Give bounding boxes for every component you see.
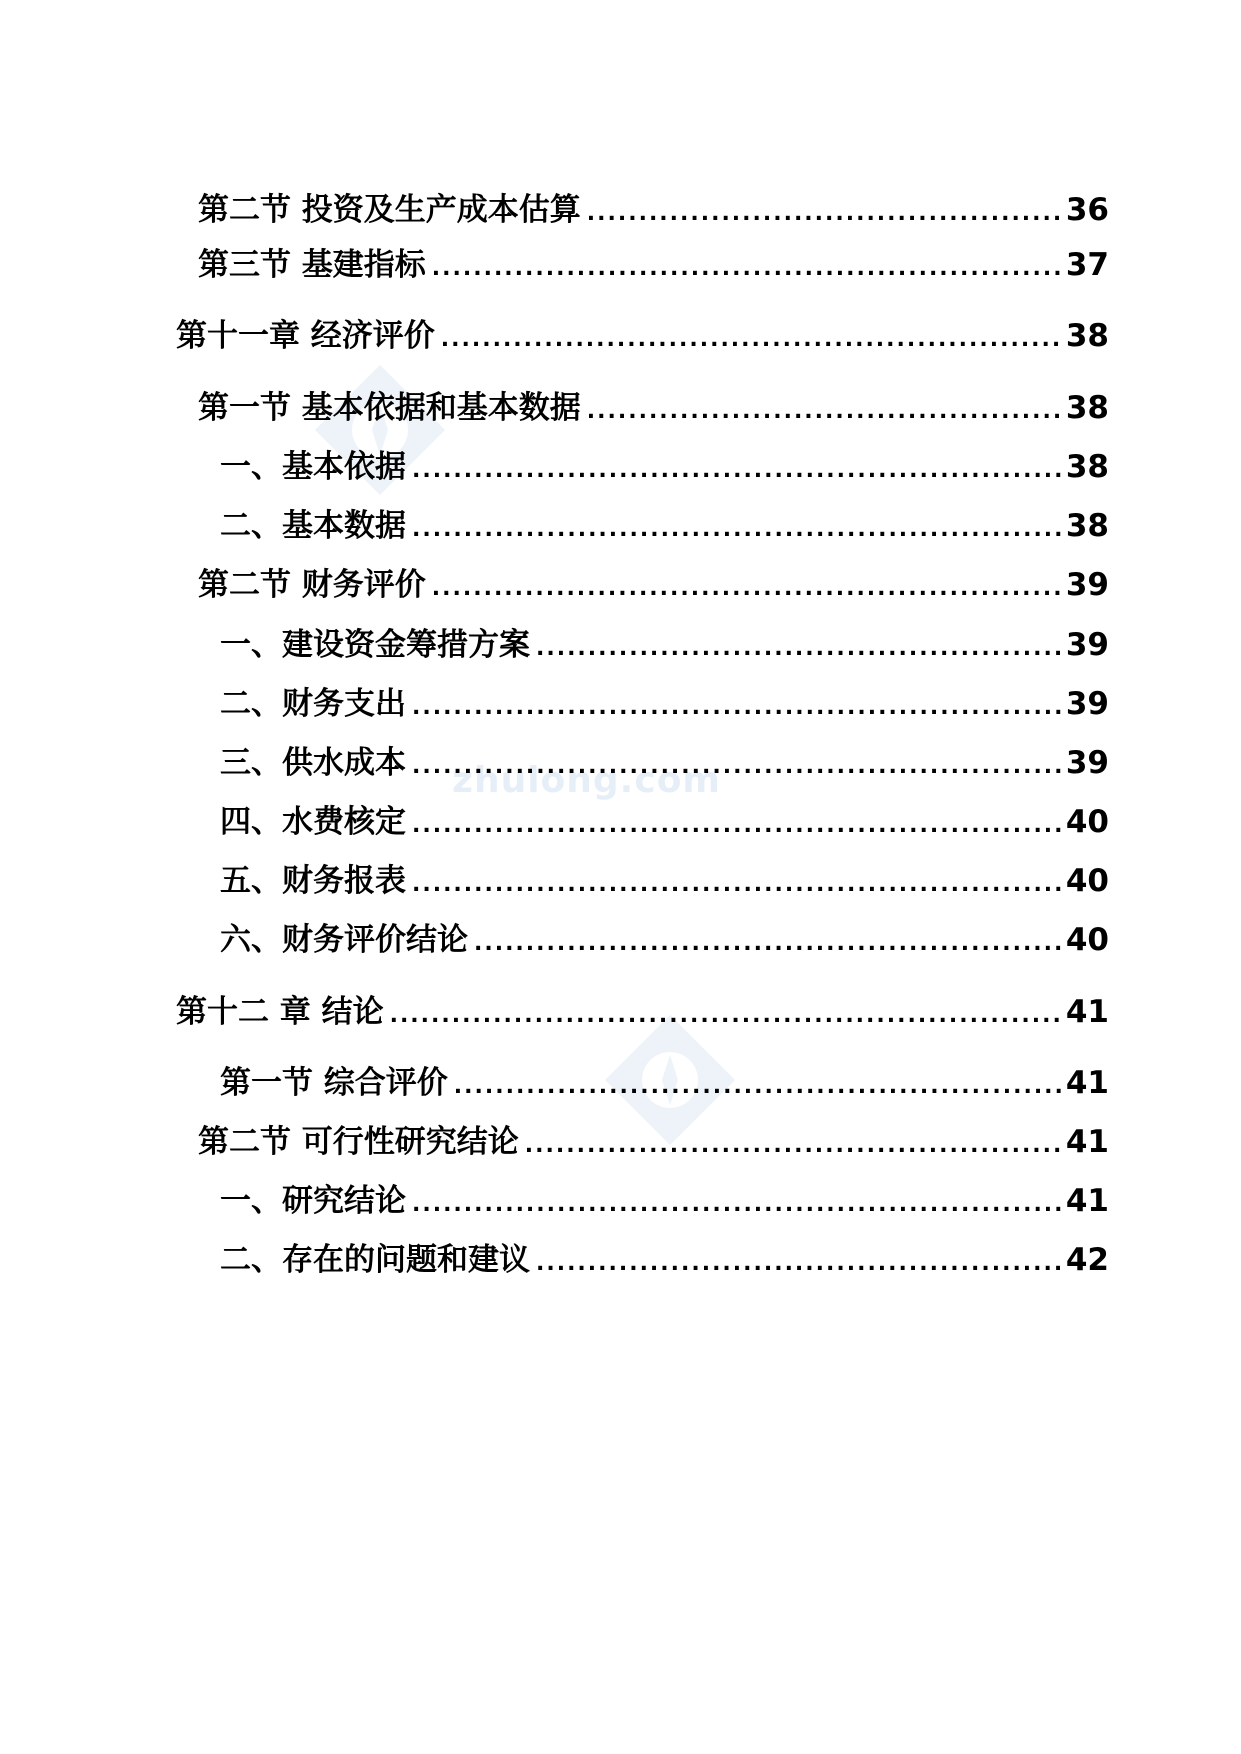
- toc-leader: [412, 451, 1064, 491]
- toc-page-number: 40: [1065, 863, 1109, 899]
- toc-entry-label: 第三节 基建指标: [198, 247, 426, 283]
- toc-page-number: 41: [1065, 1124, 1109, 1160]
- toc-entry-label: 二、存在的问题和建议: [220, 1242, 530, 1278]
- toc-leader: [525, 1126, 1064, 1166]
- toc-entry-label: 第二节 财务评价: [198, 567, 426, 603]
- toc-entry-label: 第二节 投资及生产成本估算: [198, 192, 581, 228]
- toc-page-number: 39: [1065, 745, 1109, 781]
- toc-entry-label: 第二节 可行性研究结论: [198, 1124, 519, 1160]
- toc-page-number: 41: [1065, 1065, 1109, 1101]
- toc-leader: [412, 865, 1064, 905]
- toc-page-number: 38: [1065, 449, 1109, 485]
- toc-entry[interactable]: [220, 1181, 1109, 1225]
- toc-entry-label: 二、基本数据: [220, 508, 406, 544]
- toc-entry[interactable]: [198, 1122, 1109, 1166]
- toc-entry[interactable]: [220, 1063, 1109, 1107]
- watermark-text: zhulong.com: [452, 760, 721, 801]
- toc-entry[interactable]: [176, 992, 1109, 1036]
- toc-entry-label: 四、水费核定: [220, 804, 406, 840]
- toc-leader: [536, 629, 1064, 669]
- toc-leader: [454, 1067, 1064, 1107]
- toc-page-number: 39: [1065, 627, 1109, 663]
- toc-leader: [474, 924, 1064, 964]
- toc-leader: [390, 996, 1064, 1036]
- toc-entry[interactable]: [198, 245, 1109, 289]
- toc-leader: [432, 249, 1064, 289]
- toc-page-number: 42: [1065, 1242, 1109, 1278]
- toc-page-number: 40: [1065, 922, 1109, 958]
- toc-entry[interactable]: [176, 316, 1109, 360]
- toc-entry-label: 六、财务评价结论: [220, 922, 468, 958]
- toc-page-number: 39: [1065, 567, 1109, 603]
- toc-entry[interactable]: [220, 743, 1109, 787]
- toc-entry[interactable]: [220, 1240, 1109, 1284]
- toc-leader: [587, 392, 1064, 432]
- toc-entry-label: 第十二 章 结论: [176, 994, 384, 1030]
- toc-page-number: 38: [1065, 508, 1109, 544]
- toc-page-number: 38: [1065, 390, 1109, 426]
- toc-leader: [587, 194, 1064, 234]
- toc-entry-label: 三、供水成本: [220, 745, 406, 781]
- toc-entry-label: 第一节 综合评价: [220, 1065, 448, 1101]
- toc-entry-label: 五、财务报表: [220, 863, 406, 899]
- toc-entry[interactable]: [198, 190, 1109, 234]
- toc-page-number: 40: [1065, 804, 1109, 840]
- toc-entry[interactable]: [220, 861, 1109, 905]
- toc-entry[interactable]: [220, 447, 1109, 491]
- toc-page-number: 39: [1065, 686, 1109, 722]
- toc-leader: [432, 569, 1064, 609]
- toc-entry-label: 第一节 基本依据和基本数据: [198, 390, 581, 426]
- toc-page-number: 37: [1065, 247, 1109, 283]
- toc-entry[interactable]: [220, 506, 1109, 550]
- toc-page-number: 41: [1065, 1183, 1109, 1219]
- toc-entry-label: 一、建设资金筹措方案: [220, 627, 530, 663]
- toc-entry-label: 第十一章 经济评价: [176, 318, 435, 354]
- toc-leader: [412, 1185, 1064, 1225]
- toc-leader: [412, 688, 1064, 728]
- toc-entry[interactable]: [220, 920, 1109, 964]
- toc-leader: [412, 510, 1064, 550]
- toc-entry[interactable]: [220, 625, 1109, 669]
- toc-entry[interactable]: [198, 565, 1109, 609]
- toc-leader: [412, 806, 1064, 846]
- toc-leader: [536, 1244, 1064, 1284]
- toc-entry[interactable]: [220, 802, 1109, 846]
- toc-entry[interactable]: [198, 388, 1109, 432]
- toc-entry-label: 一、基本依据: [220, 449, 406, 485]
- toc-entry[interactable]: [220, 684, 1109, 728]
- toc-page-number: 36: [1065, 192, 1109, 228]
- toc-leader: [441, 320, 1064, 360]
- toc-page-number: 38: [1065, 318, 1109, 354]
- toc-page-number: 41: [1065, 994, 1109, 1030]
- toc-entry-label: 二、财务支出: [220, 686, 406, 722]
- toc-leader: [412, 747, 1064, 787]
- toc-entry-label: 一、研究结论: [220, 1183, 406, 1219]
